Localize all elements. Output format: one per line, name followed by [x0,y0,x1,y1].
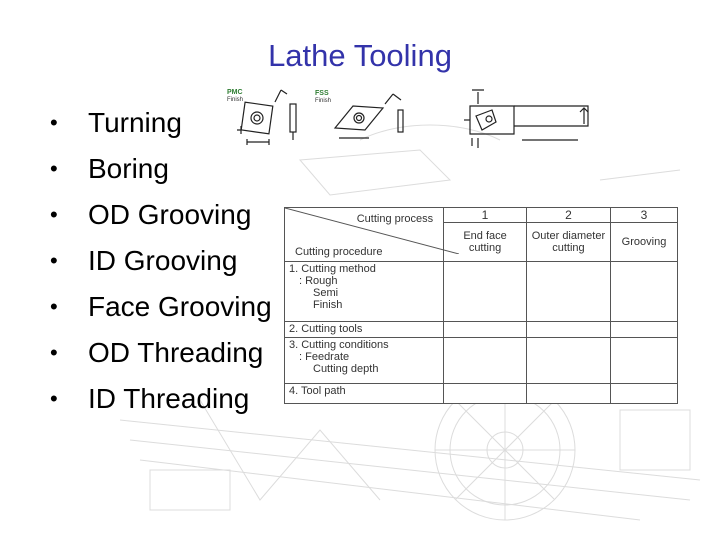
bullet-text: OD Threading [88,337,264,368]
bullet-glyph: • [50,202,58,227]
square-insert-drawing [225,86,315,152]
table-cell [444,384,527,404]
column-header-line: cutting [552,242,585,254]
insert-label-grade: Finish [227,97,244,103]
bullet-glyph: • [50,386,58,411]
insert-label-grade: Finish [315,98,332,104]
tool-holder-drawing [458,86,598,152]
list-item [50,192,272,238]
row-label-line: 4. Tool path [289,385,346,397]
bullet-text: OD Grooving [88,199,252,230]
list-item [50,146,272,192]
table-row-label [285,262,444,322]
bullet-text: Turning [88,107,182,138]
bullet-glyph: • [50,248,58,273]
table-cell [444,262,527,322]
cutting-process-table [284,207,678,404]
table-cell [444,322,527,338]
bullet-glyph: • [50,340,58,365]
insert-label-code: PMC [227,89,243,96]
table-cell [444,338,527,384]
table-cell [526,322,610,338]
table-cell [526,384,610,404]
insert-label-code: FSS [315,90,329,97]
corner-header-bottom: Cutting procedure [295,246,383,258]
table-cell [610,262,677,322]
table-cell [610,338,677,384]
column-header [610,223,677,262]
row-label-line: 1. Cutting method [289,263,376,275]
column-header [526,223,610,262]
row-label-line: 2. Cutting tools [289,323,363,335]
corner-header-top: Cutting process [356,213,434,225]
bullet-glyph: • [50,156,58,181]
table-cell [526,262,610,322]
list-item [50,376,272,422]
list-item [50,330,272,376]
list-item [50,238,272,284]
bullet-text: Boring [88,153,169,184]
row-label-line: Semi [313,287,339,299]
bullet-text: ID Threading [88,383,250,414]
table-cell [610,384,677,404]
column-header-line: Outer diameter [531,230,606,242]
table-row-label [285,322,444,338]
bullet-glyph: • [50,110,58,135]
slide-title: Lathe Tooling [268,38,452,73]
bullet-text: Face Grooving [88,291,272,322]
column-number: 3 [610,208,677,223]
row-label-line: 3. Cutting conditions [289,339,389,351]
table-cell [610,322,677,338]
bullet-glyph: • [50,294,58,319]
column-number: 2 [526,208,610,223]
table-corner-cell [285,208,444,262]
table-row-label [285,384,444,404]
table-cell [526,338,610,384]
list-item [50,284,272,330]
column-header-line: End face [463,230,507,242]
diamond-insert-drawing [313,86,413,146]
row-label-line: Cutting depth [313,363,379,375]
bullet-text: ID Grooving [88,245,238,276]
column-header-line: cutting [468,242,502,254]
column-header-line: Grooving [621,236,667,248]
table-row-label [285,338,444,384]
row-label-line: : Feedrate [299,351,350,363]
column-number: 1 [444,208,527,223]
row-label-line: : Rough [299,275,338,287]
row-label-line: Finish [313,299,343,311]
